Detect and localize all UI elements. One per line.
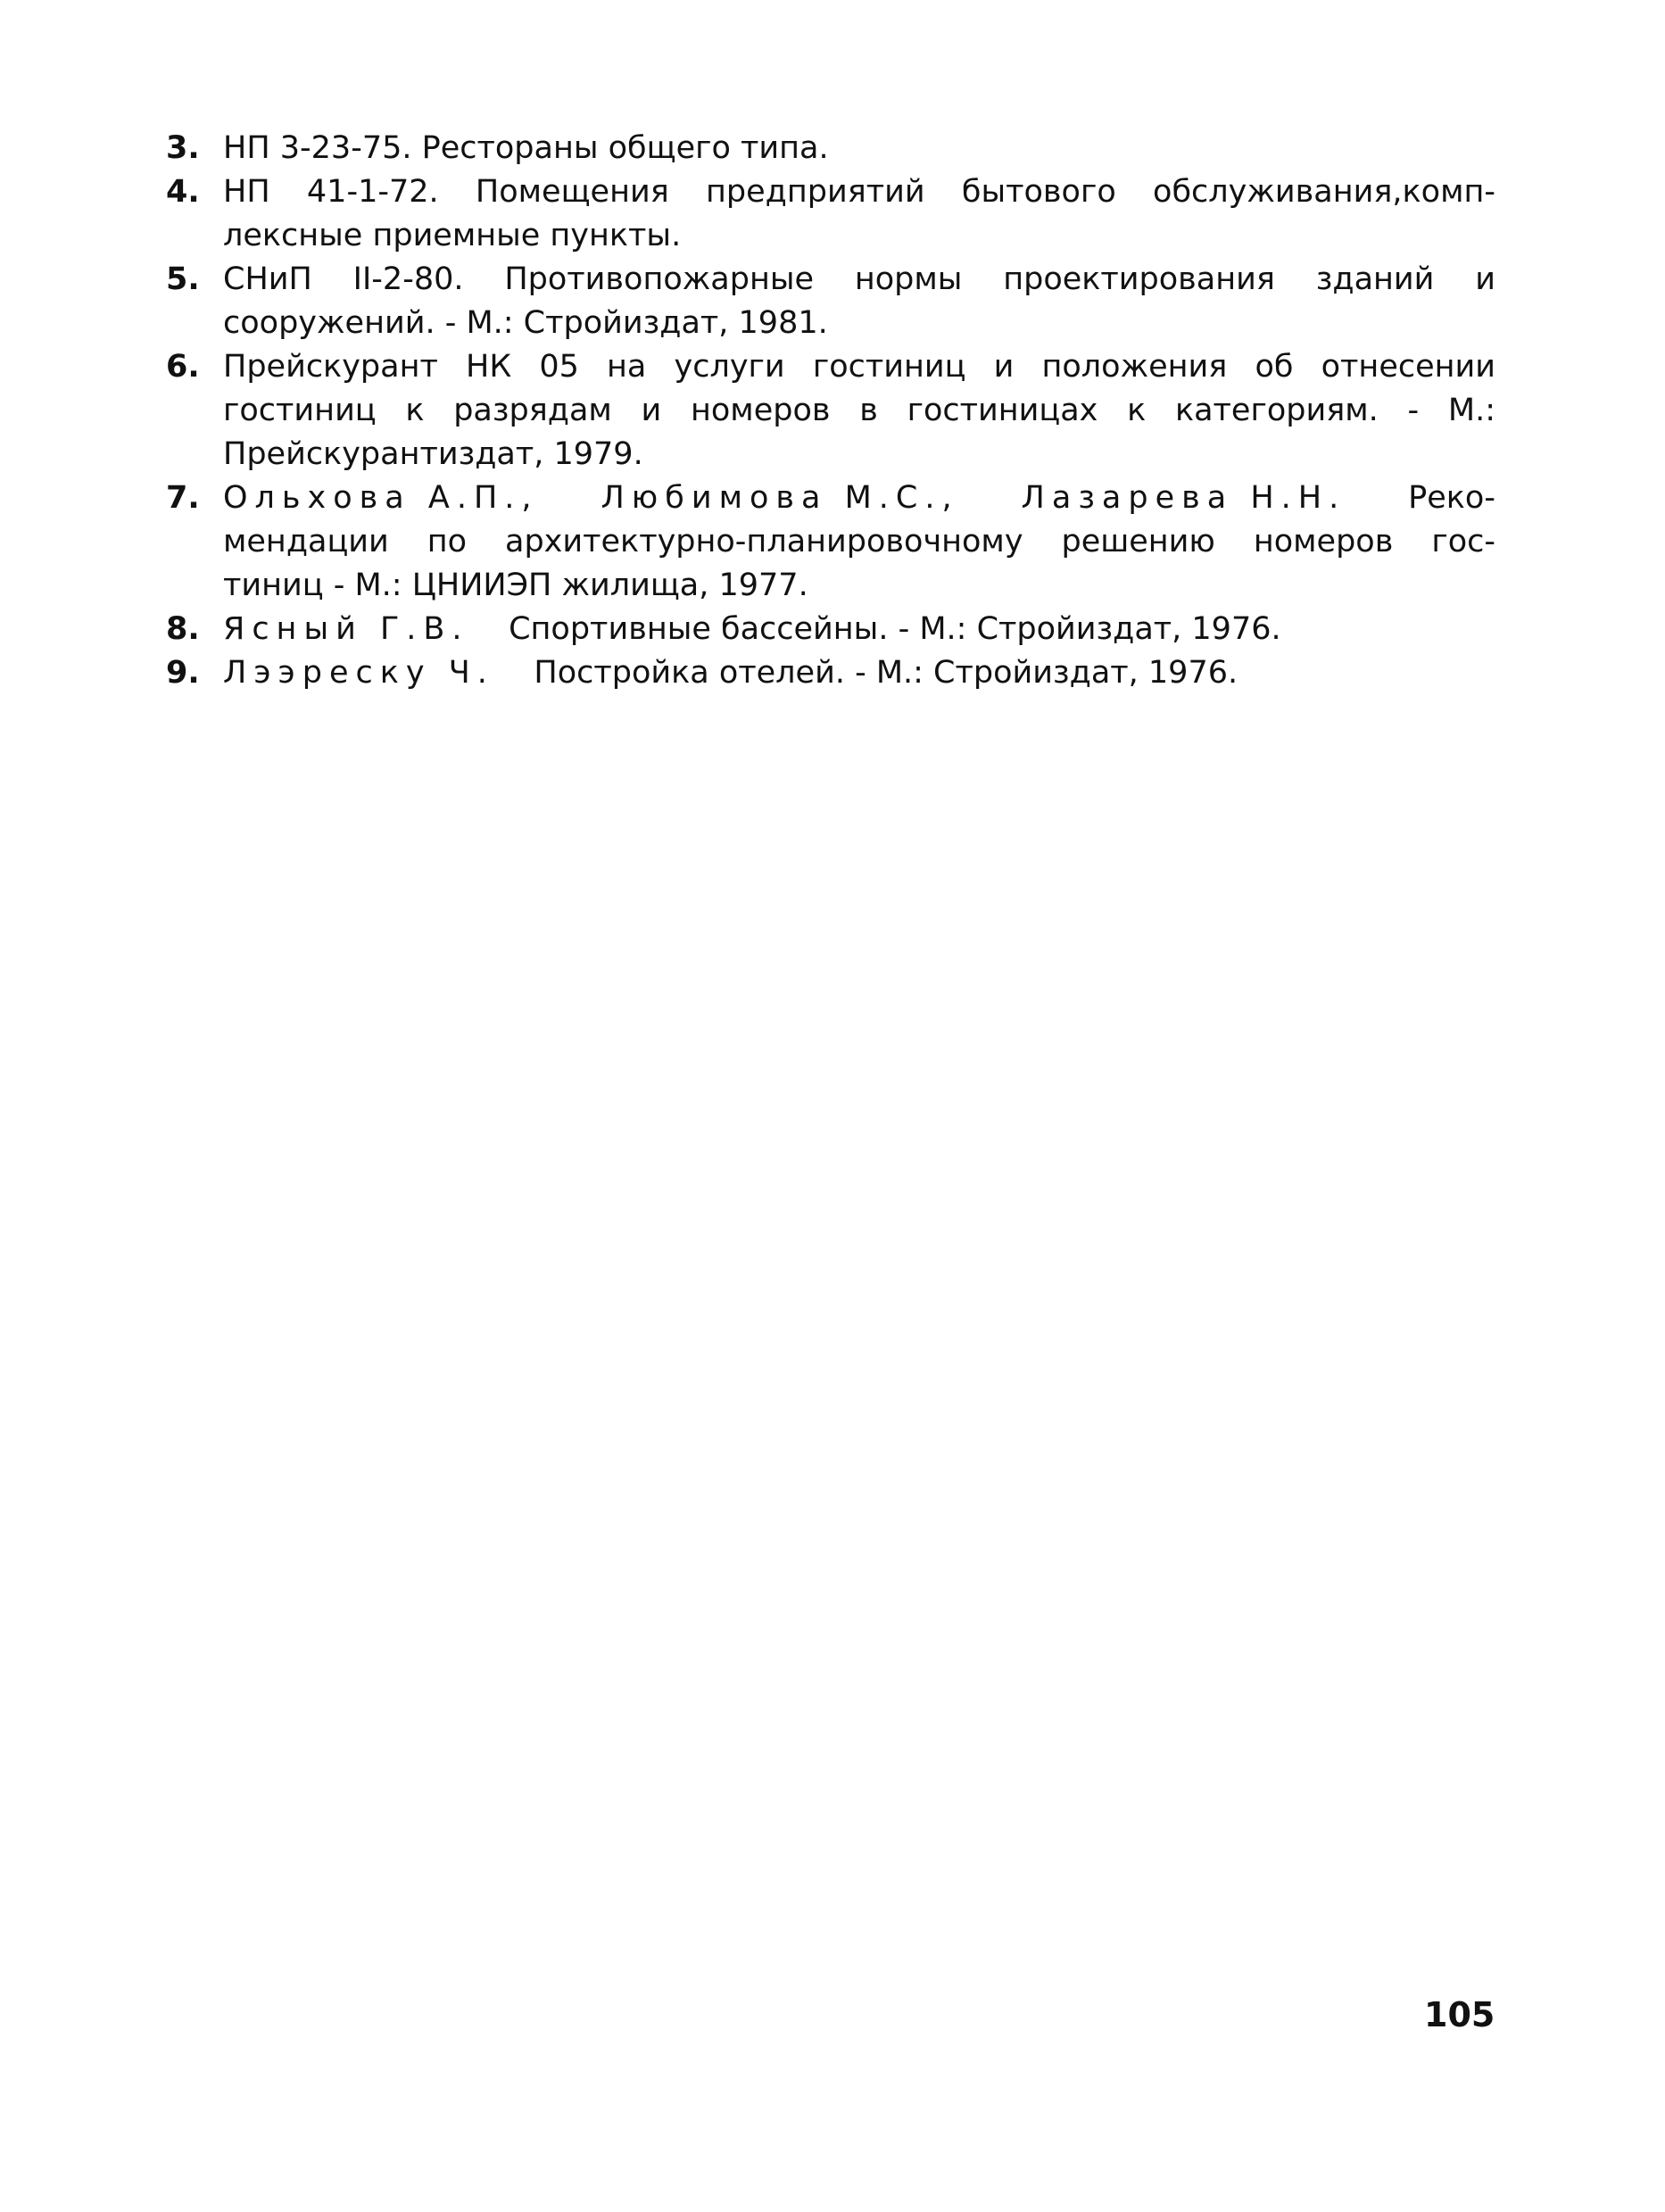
reference-author-line bbox=[223, 476, 1495, 520]
reference-line bbox=[223, 608, 1495, 651]
author-name: Любимова М.С., bbox=[601, 480, 959, 516]
reference-number: 7. bbox=[166, 480, 200, 516]
author-name: Лазарева Н.Н. bbox=[1021, 480, 1346, 516]
title-fragment: Реко- bbox=[1408, 480, 1495, 516]
reference-item-5 bbox=[166, 258, 1495, 345]
reference-text bbox=[223, 651, 1495, 695]
reference-line: Прейскурант НК 05 на услуги гостиниц и положения об отнесении bbox=[223, 349, 1495, 385]
reference-text bbox=[223, 608, 1495, 651]
reference-list bbox=[166, 127, 1495, 695]
reference-item-4 bbox=[166, 170, 1495, 258]
reference-item-3 bbox=[166, 127, 1495, 170]
reference-text bbox=[223, 345, 1495, 476]
reference-item-8 bbox=[166, 608, 1495, 651]
reference-line: Прейскурантиздат, 1979. bbox=[223, 436, 643, 472]
author-name: Ольхова А.П., bbox=[223, 480, 539, 516]
author-name: Ясный Г.В. bbox=[223, 611, 469, 647]
page-number: 105 bbox=[1424, 1995, 1495, 2034]
reference-line: гостиниц к разрядам и номеров в гостиницах к категориям. - М.: bbox=[223, 393, 1495, 428]
reference-text bbox=[223, 170, 1495, 258]
reference-title: Постройка отелей. - М.: Стройиздат, 1976. bbox=[534, 655, 1238, 691]
reference-number: 4. bbox=[166, 174, 200, 210]
reference-line: мендации по архитектурно-планировочному решению номеров гос- bbox=[223, 524, 1495, 559]
reference-item-9 bbox=[166, 651, 1495, 695]
reference-number: 5. bbox=[166, 261, 200, 297]
reference-number: 3. bbox=[166, 130, 200, 166]
reference-line: НП 41-1-72. Помещения предприятий бытового обслуживания,комп- bbox=[223, 174, 1495, 210]
reference-text bbox=[223, 258, 1495, 345]
reference-line: сооружений. - М.: Стройиздат, 1981. bbox=[223, 305, 828, 341]
reference-number: 9. bbox=[166, 655, 200, 691]
reference-text bbox=[223, 476, 1495, 608]
reference-line: тиниц - М.: ЦНИИЭП жилища, 1977. bbox=[223, 567, 808, 603]
reference-line: НП 3-23-75. Рестораны общего типа. bbox=[223, 130, 829, 166]
reference-item-6 bbox=[166, 345, 1495, 476]
reference-number: 8. bbox=[166, 611, 200, 647]
author-name: Лээреску Ч. bbox=[223, 655, 494, 691]
reference-line bbox=[223, 651, 1495, 695]
reference-title: Спортивные бассейны. - М.: Стройиздат, 1976. bbox=[509, 611, 1281, 647]
reference-item-7 bbox=[166, 476, 1495, 608]
reference-text bbox=[223, 127, 1495, 170]
reference-line: лексные приемные пункты. bbox=[223, 218, 682, 253]
reference-line: СНиП II-2-80. Противопожарные нормы проектирования зданий и bbox=[223, 261, 1495, 297]
reference-number: 6. bbox=[166, 349, 200, 385]
